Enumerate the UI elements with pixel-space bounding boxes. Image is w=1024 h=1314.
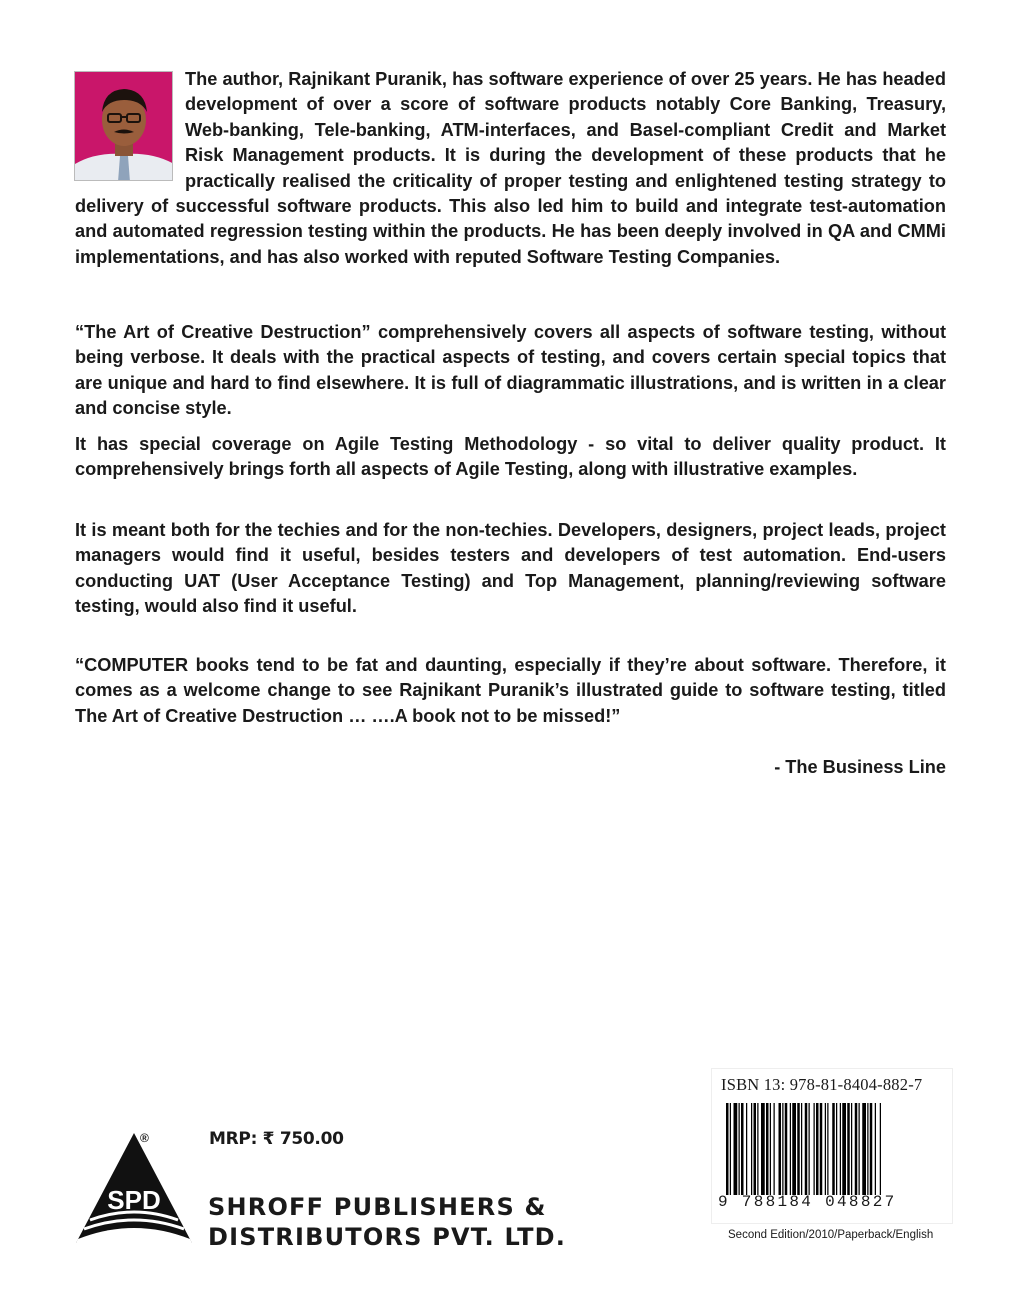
barcode-bar xyxy=(739,1103,740,1195)
barcode-bar xyxy=(847,1103,850,1195)
barcode-bar xyxy=(842,1103,846,1195)
barcode-bar xyxy=(880,1103,881,1195)
barcode-bar xyxy=(820,1103,823,1195)
photo-spacer xyxy=(75,67,185,191)
barcode-bar xyxy=(782,1103,783,1195)
barcode-bar xyxy=(836,1103,837,1195)
description-text: “The Art of Creative Destruction” comprehensively covers all aspects of software testing, without being verbose. It deals with the practical aspects of testing, and covers certain special topics that are unique and hard to find elsewhere. It is full of diagrammatic illustrations, and is written in a clear and concise style. xyxy=(75,322,946,419)
barcode-bar xyxy=(751,1103,752,1195)
author-paragraph: The author, Rajnikant Puranik, has software experience of over 25 years. He has headed development of over a score of software products notably Core Banking, Treasury, Web-banking, Tele-banking, ATM-interfaces, and Basel-compliant Credit and Market Risk Management products. It is during the development of these products that he practically realised the criticality of proper testing and enlightened testing strategy to delivery of successful software products. This also led him to build and integrate test-automation and automated regression testing within the products. He has been deeply involved in QA and CMMi implementations, and has also worked with reputed Software Testing Companies. xyxy=(75,69,946,267)
barcode-bar xyxy=(870,1103,873,1195)
barcode-bar xyxy=(779,1103,782,1195)
barcode-bar xyxy=(797,1103,800,1195)
isbn-number: ISBN 13: 978-81-8404-882-7 xyxy=(721,1075,923,1094)
audience-paragraph xyxy=(75,518,946,620)
barcode-bar xyxy=(801,1103,802,1195)
edition-info: Second Edition/2010/Paperback/English xyxy=(728,1229,934,1241)
barcode-bar xyxy=(761,1103,765,1195)
description-paragraph xyxy=(75,320,946,422)
audience-text: It is meant both for the techies and for the non-techies. Developers, designers, project leads, project managers would find it useful, besides testers and developers of test automation. End-users conducting UAT (User Acceptance Testing) and Top Management, planning/reviewing software testing, would also find it useful. xyxy=(75,520,946,617)
barcode-bar xyxy=(867,1103,868,1195)
barcode-bar xyxy=(851,1103,852,1195)
barcode-bar xyxy=(825,1103,826,1195)
barcode-bar xyxy=(757,1103,758,1195)
barcode-bar xyxy=(832,1103,835,1195)
barcode-bar xyxy=(774,1103,775,1195)
logo-text: SPD xyxy=(107,1185,161,1215)
publisher-line-2: DISTRIBUTORS PVT. LTD. xyxy=(208,1223,567,1251)
barcode-bar xyxy=(859,1103,860,1195)
barcode-bar xyxy=(766,1103,769,1195)
author-bio xyxy=(75,67,946,270)
barcode-bar xyxy=(746,1103,747,1195)
barcode-bar xyxy=(785,1103,788,1195)
barcode-bar xyxy=(754,1103,757,1195)
barcode-bar xyxy=(792,1103,796,1195)
barcode-bar xyxy=(809,1103,810,1195)
barcode-bar xyxy=(862,1103,866,1195)
agile-paragraph xyxy=(75,432,946,483)
review-quote xyxy=(75,653,946,729)
barcode-bar xyxy=(840,1103,841,1195)
barcode-bar xyxy=(814,1103,815,1195)
registered-mark: ® xyxy=(140,1131,149,1145)
agile-text: It has special coverage on Agile Testing Methodology - so vital to deliver quality product. It comprehensively brings forth all aspects of Agile Testing, along with illustrative examples. xyxy=(75,434,946,480)
spd-logo xyxy=(74,1131,194,1247)
barcode-digits: 9 788184 048827 xyxy=(718,1193,897,1211)
barcode-bar xyxy=(770,1103,771,1195)
review-quote-text: “COMPUTER books tend to be fat and daunting, especially if they’re about software. Therefore, it comes as a welcome change to see Rajnikant Puranik’s illustrated guide to software testing, titled The Art of Creative Destruction … ….A book not to be missed!” xyxy=(75,655,946,726)
barcode-bar xyxy=(730,1103,731,1195)
price-label: MRP: ₹ 750.00 xyxy=(209,1129,344,1149)
barcode xyxy=(726,1103,942,1195)
barcode-bar xyxy=(726,1103,729,1195)
barcode-bar xyxy=(741,1103,744,1195)
publisher-name xyxy=(208,1192,566,1252)
barcode-bar xyxy=(816,1103,819,1195)
barcode-bar xyxy=(875,1103,876,1195)
barcode-bar xyxy=(790,1103,791,1195)
barcode-bar xyxy=(805,1103,808,1195)
isbn-barcode-box xyxy=(711,1068,953,1224)
barcode-bar xyxy=(734,1103,738,1195)
barcode-bar xyxy=(827,1103,828,1195)
quote-attribution: - The Business Line xyxy=(774,757,946,777)
barcode-bar xyxy=(855,1103,858,1195)
publisher-line-1: SHROFF PUBLISHERS & xyxy=(208,1193,547,1221)
